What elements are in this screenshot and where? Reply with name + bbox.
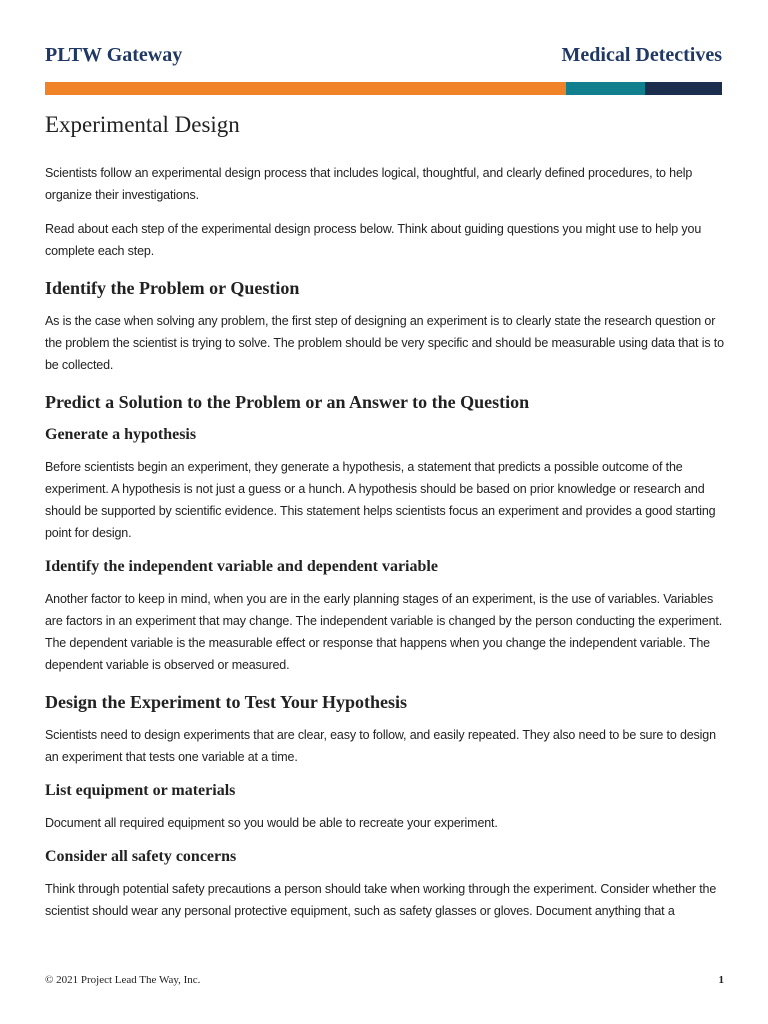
- body-safety: Think through potential safety precautions a person should take when working through the experiment. Consider whether the scientist should wear any personal protective equipment, such as safety glasses or gloves. Document anything that a: [45, 882, 717, 918]
- footer-copyright: © 2021 Project Lead The Way, Inc.: [45, 974, 201, 986]
- body-hypothesis: Before scientists begin an experiment, they generate a hypothesis, a statement that predicts a possible outcome of the experiment. A hypothesis is not just a guess or a hunch. A hypothesis should be based on prior knowledge or research and should be supported by scientific evidence. This statement helps scientists focus an experiment and provides a good starting point for design.: [45, 460, 716, 540]
- header-bar-navy: [645, 82, 722, 95]
- section-heading-predict: Predict a Solution to the Problem or an Answer to the Question: [45, 392, 530, 412]
- document-content: [45, 110, 725, 934]
- section-heading-design: Design the Experiment to Test Your Hypothesis: [45, 692, 408, 712]
- section-heading-problem: Identify the Problem or Question: [45, 278, 300, 298]
- subheading-safety: Consider all safety concerns: [45, 848, 237, 865]
- header-left-title: PLTW Gateway: [45, 44, 183, 66]
- header-color-bar: [45, 82, 722, 95]
- section-body-problem: As is the case when solving any problem, the first step of designing an experiment is to clearly state the research question or the problem the scientist is trying to solve. The problem should be very specific and should be measurable using data that is to be collected.: [45, 314, 724, 372]
- footer-page-number: 1: [718, 974, 724, 986]
- intro-paragraph-2: Read about each step of the experimental design process below. Think about guiding questions you might use to help you complete each step.: [45, 222, 702, 258]
- subheading-equipment: List equipment or materials: [45, 782, 236, 799]
- header-bar-teal: [566, 82, 645, 95]
- intro-paragraph-1: Scientists follow an experimental design process that includes logical, thoughtful, and clearly defined procedures, to help organize their investigations.: [45, 166, 693, 202]
- subheading-hypothesis: Generate a hypothesis: [45, 426, 197, 443]
- subheading-variables: Identify the independent variable and dependent variable: [45, 558, 438, 575]
- section-body-design: Scientists need to design experiments that are clear, easy to follow, and easily repeated. They also need to be sure to design an experiment that tests one variable at a time.: [45, 728, 716, 764]
- body-equipment: Document all required equipment so you would be able to recreate your experiment.: [45, 816, 498, 830]
- header-bar-orange: [45, 82, 566, 95]
- body-variables: Another factor to keep in mind, when you are in the early planning stages of an experiment, is the use of variables. Variables are factors in an experiment that may change. The independent variable is changed by the person conducting the experiment. The dependent variable is the measurable effect or response that happens when you change the independent variable. The dependent variable is observed or measured.: [45, 592, 723, 672]
- page-title: Experimental Design: [45, 112, 240, 137]
- header-right-title: Medical Detectives: [561, 44, 722, 66]
